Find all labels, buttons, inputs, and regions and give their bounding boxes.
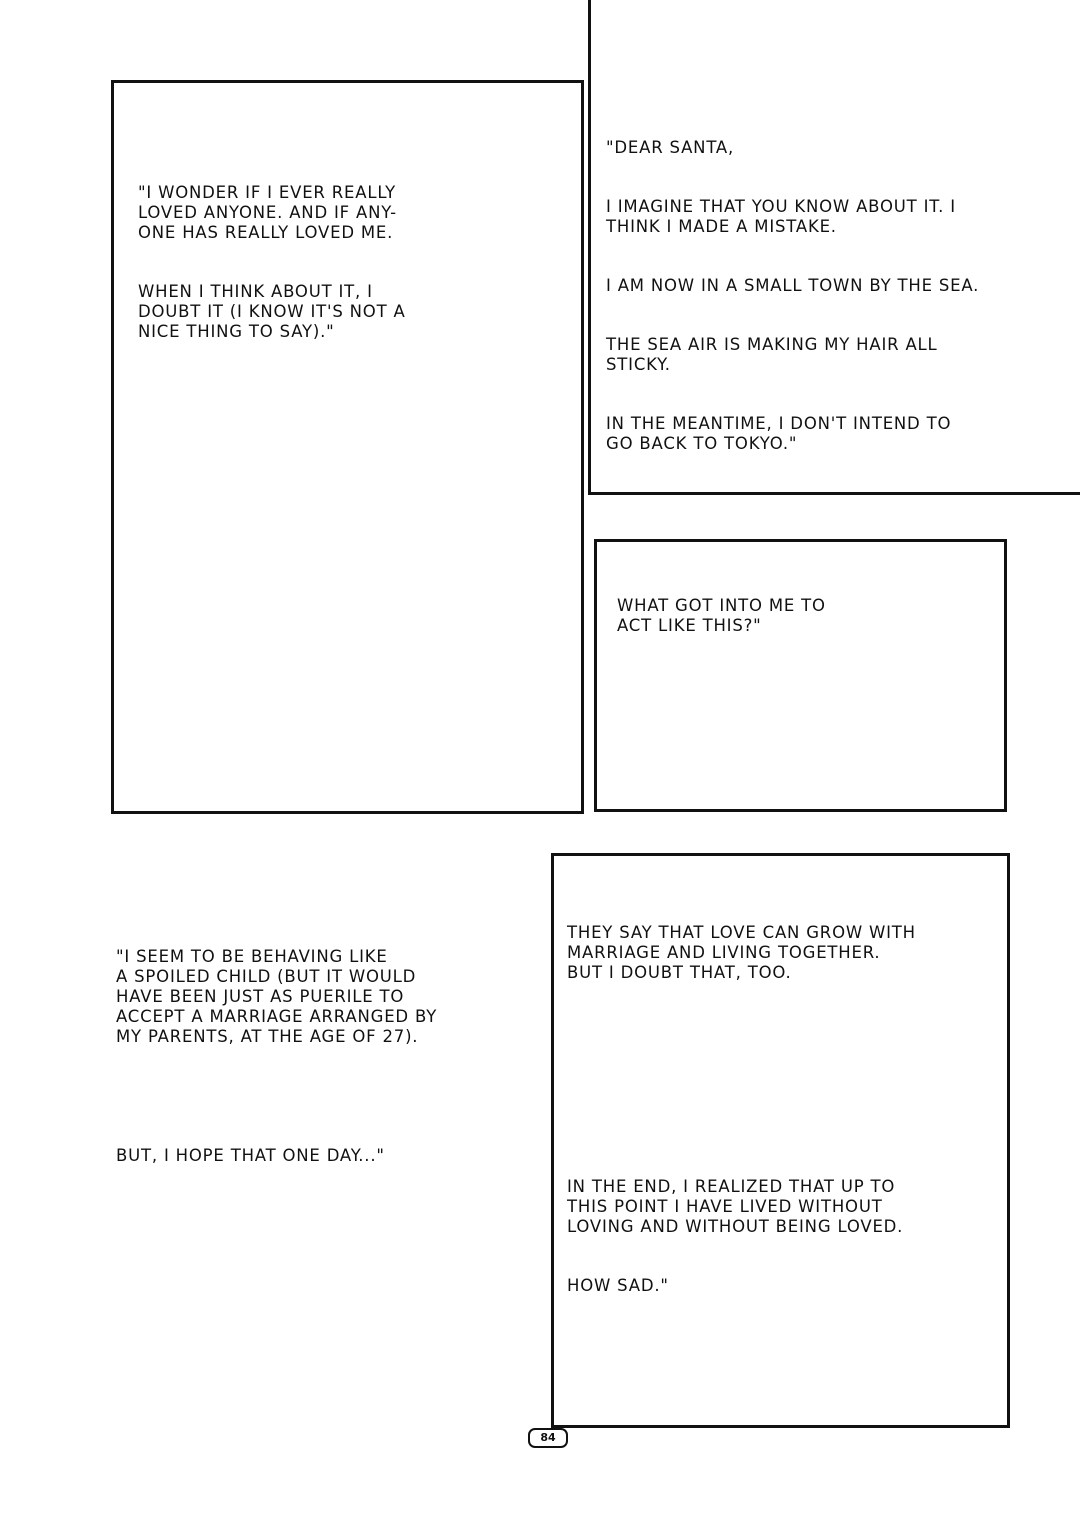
narration-paragraph: I IMAGINE THAT YOU KNOW ABOUT IT. I THINK I MADE A MISTAKE. bbox=[606, 197, 956, 236]
narration-bottom-right-lower bbox=[567, 1157, 997, 1316]
narration-paragraph: THEY SAY THAT LOVE CAN GROW WITH MARRIAGE AND LIVING TOGETHER. BUT I DOUBT THAT, TOO. bbox=[567, 923, 916, 982]
narration-paragraph: I AM NOW IN A SMALL TOWN BY THE SEA. bbox=[606, 276, 980, 295]
narration-paragraph: "DEAR SANTA, bbox=[606, 138, 735, 157]
narration-bottom-right-upper bbox=[567, 903, 997, 1003]
page-number: 84 bbox=[528, 1428, 568, 1448]
narration-paragraph: IN THE END, I REALIZED THAT UP TO THIS POINT I HAVE LIVED WITHOUT LOVING AND WITHOUT BEING LOVED. bbox=[567, 1177, 904, 1236]
narration-paragraph: IN THE MEANTIME, I DON'T INTEND TO GO BACK TO TOKYO." bbox=[606, 414, 952, 453]
narration-paragraph: WHAT GOT INTO ME TO ACT LIKE THIS?" bbox=[617, 596, 826, 635]
narration-middle-right bbox=[617, 576, 987, 656]
narration-paragraph: THE SEA AIR IS MAKING MY HAIR ALL STICKY. bbox=[606, 335, 938, 374]
caption-bottom-left bbox=[116, 927, 536, 1186]
narration-top-right bbox=[606, 118, 1076, 474]
narration-paragraph: WHEN I THINK ABOUT IT, I DOUBT IT (I KNOW IT'S NOT A NICE THING TO SAY)." bbox=[138, 282, 406, 341]
caption-paragraph: BUT, I HOPE THAT ONE DAY..." bbox=[116, 1146, 385, 1165]
narration-paragraph: "I WONDER IF I EVER REALLY LOVED ANYONE. AND IF ANY- ONE HAS REALLY LOVED ME. bbox=[138, 183, 397, 242]
narration-paragraph: HOW SAD." bbox=[567, 1276, 669, 1295]
caption-paragraph: "I SEEM TO BE BEHAVING LIKE A SPOILED CHILD (BUT IT WOULD HAVE BEEN JUST AS PUERILE TO ACCEPT A MARRIAGE ARRANGED BY MY PARENTS, AT THE AGE OF 27). bbox=[116, 947, 438, 1046]
narration-top-left bbox=[138, 163, 558, 362]
